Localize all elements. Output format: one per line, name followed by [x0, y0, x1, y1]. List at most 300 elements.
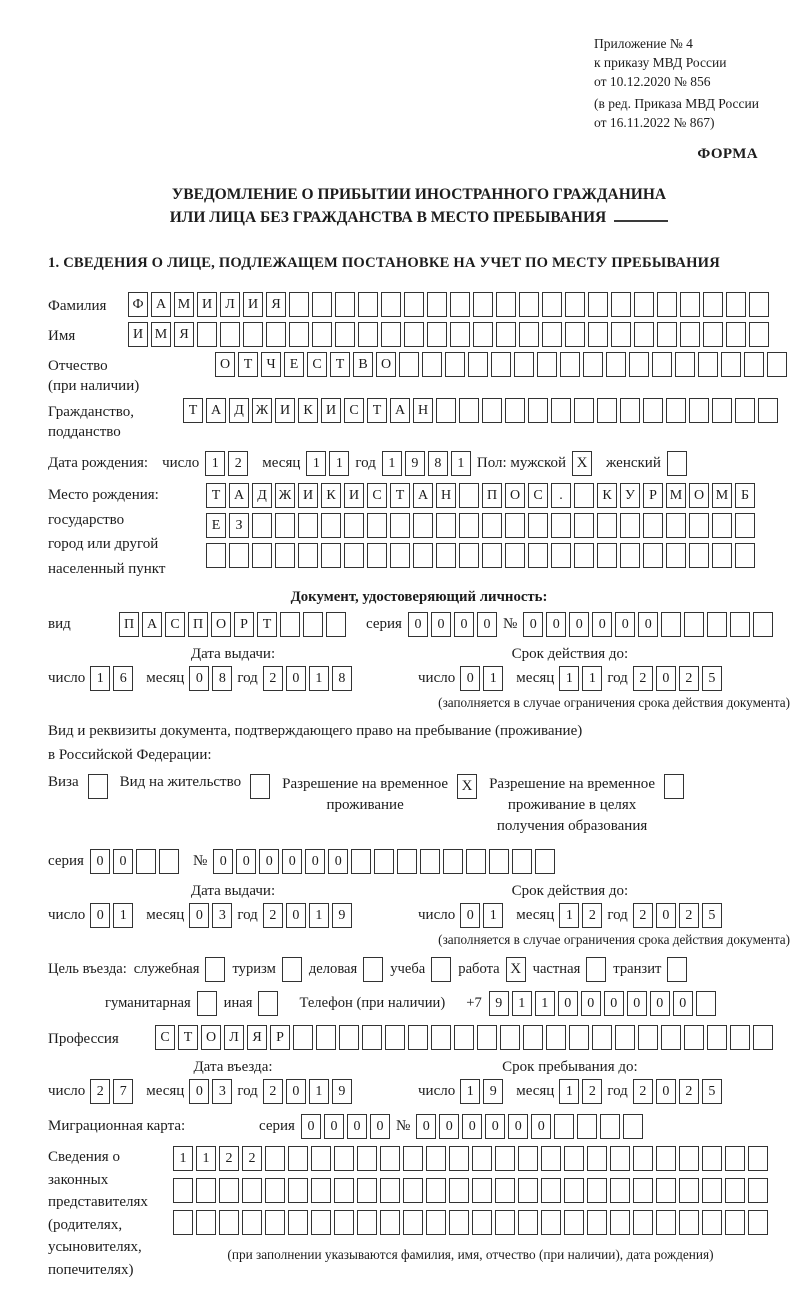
- char-cell[interactable]: [288, 1210, 308, 1235]
- char-cell[interactable]: [357, 1210, 377, 1235]
- char-cell[interactable]: 1: [113, 903, 133, 928]
- char-cell[interactable]: О: [211, 612, 231, 637]
- char-cell[interactable]: А: [206, 398, 226, 423]
- char-cell[interactable]: [390, 513, 410, 538]
- char-cell[interactable]: [449, 1210, 469, 1235]
- char-cell[interactable]: И: [298, 483, 318, 508]
- char-cell[interactable]: [518, 1178, 538, 1203]
- char-cell[interactable]: [523, 1025, 543, 1050]
- char-cell[interactable]: [459, 398, 479, 423]
- char-cell[interactable]: [623, 1114, 643, 1139]
- char-cell[interactable]: [505, 513, 525, 538]
- char-cell[interactable]: Л: [220, 292, 240, 317]
- char-cell[interactable]: [643, 513, 663, 538]
- char-cell[interactable]: [689, 398, 709, 423]
- char-cell[interactable]: [311, 1178, 331, 1203]
- char-cell[interactable]: 2: [263, 666, 283, 691]
- purpose-business-checkbox[interactable]: [363, 957, 383, 982]
- char-cell[interactable]: 0: [189, 666, 209, 691]
- char-cell[interactable]: [496, 292, 516, 317]
- char-cell[interactable]: С: [344, 398, 364, 423]
- char-cell[interactable]: [265, 1210, 285, 1235]
- purpose-transit-checkbox[interactable]: [667, 957, 687, 982]
- char-cell[interactable]: [362, 1025, 382, 1050]
- char-cell[interactable]: [173, 1178, 193, 1203]
- char-cell[interactable]: Я: [174, 322, 194, 347]
- char-cell[interactable]: [491, 352, 511, 377]
- char-cell[interactable]: [518, 1146, 538, 1171]
- char-cell[interactable]: [196, 1178, 216, 1203]
- char-cell[interactable]: П: [188, 612, 208, 637]
- char-cell[interactable]: [381, 322, 401, 347]
- char-cell[interactable]: 2: [679, 903, 699, 928]
- char-cell[interactable]: [311, 1210, 331, 1235]
- char-cell[interactable]: [600, 1114, 620, 1139]
- char-cell[interactable]: [680, 322, 700, 347]
- char-cell[interactable]: [657, 292, 677, 317]
- purpose-humanitarian-checkbox[interactable]: [197, 991, 217, 1016]
- char-cell[interactable]: [197, 322, 217, 347]
- char-cell[interactable]: С: [165, 612, 185, 637]
- char-cell[interactable]: Я: [266, 292, 286, 317]
- char-cell[interactable]: 8: [212, 666, 232, 691]
- char-cell[interactable]: [312, 292, 332, 317]
- char-cell[interactable]: [275, 543, 295, 568]
- char-cell[interactable]: 0: [546, 612, 566, 637]
- char-cell[interactable]: [611, 322, 631, 347]
- char-cell[interactable]: В: [353, 352, 373, 377]
- char-cell[interactable]: [588, 322, 608, 347]
- char-cell[interactable]: [219, 1178, 239, 1203]
- char-cell[interactable]: [397, 849, 417, 874]
- char-cell[interactable]: [344, 513, 364, 538]
- char-cell[interactable]: [610, 1210, 630, 1235]
- char-cell[interactable]: 2: [228, 451, 248, 476]
- char-cell[interactable]: [443, 849, 463, 874]
- char-cell[interactable]: [703, 292, 723, 317]
- char-cell[interactable]: [730, 1025, 750, 1050]
- char-cell[interactable]: [449, 1178, 469, 1203]
- char-cell[interactable]: [312, 322, 332, 347]
- char-cell[interactable]: Р: [234, 612, 254, 637]
- char-cell[interactable]: [767, 352, 787, 377]
- char-cell[interactable]: [679, 1210, 699, 1235]
- char-cell[interactable]: [482, 513, 502, 538]
- char-cell[interactable]: 1: [205, 451, 225, 476]
- char-cell[interactable]: 9: [332, 903, 352, 928]
- char-cell[interactable]: [696, 991, 716, 1016]
- char-cell[interactable]: 0: [408, 612, 428, 637]
- char-cell[interactable]: [500, 1025, 520, 1050]
- char-cell[interactable]: И: [243, 292, 263, 317]
- char-cell[interactable]: [597, 513, 617, 538]
- char-cell[interactable]: [735, 398, 755, 423]
- char-cell[interactable]: [445, 352, 465, 377]
- char-cell[interactable]: [519, 292, 539, 317]
- char-cell[interactable]: [721, 352, 741, 377]
- char-cell[interactable]: [744, 352, 764, 377]
- char-cell[interactable]: 0: [189, 903, 209, 928]
- char-cell[interactable]: Ж: [275, 483, 295, 508]
- char-cell[interactable]: [702, 1178, 722, 1203]
- char-cell[interactable]: [422, 352, 442, 377]
- char-cell[interactable]: А: [229, 483, 249, 508]
- char-cell[interactable]: [689, 513, 709, 538]
- char-cell[interactable]: Т: [257, 612, 277, 637]
- char-cell[interactable]: [753, 612, 773, 637]
- char-cell[interactable]: [426, 1210, 446, 1235]
- sex-female-checkbox[interactable]: [667, 451, 687, 476]
- char-cell[interactable]: [597, 543, 617, 568]
- char-cell[interactable]: [541, 1178, 561, 1203]
- char-cell[interactable]: 1: [306, 451, 326, 476]
- char-cell[interactable]: [564, 1210, 584, 1235]
- char-cell[interactable]: [426, 1178, 446, 1203]
- char-cell[interactable]: [380, 1146, 400, 1171]
- char-cell[interactable]: [374, 849, 394, 874]
- char-cell[interactable]: [436, 398, 456, 423]
- char-cell[interactable]: И: [321, 398, 341, 423]
- char-cell[interactable]: [730, 612, 750, 637]
- char-cell[interactable]: [449, 1146, 469, 1171]
- char-cell[interactable]: Н: [436, 483, 456, 508]
- char-cell[interactable]: [675, 352, 695, 377]
- char-cell[interactable]: [666, 513, 686, 538]
- char-cell[interactable]: О: [215, 352, 235, 377]
- char-cell[interactable]: Т: [206, 483, 226, 508]
- char-cell[interactable]: [358, 292, 378, 317]
- char-cell[interactable]: 0: [460, 903, 480, 928]
- char-cell[interactable]: [173, 1210, 193, 1235]
- char-cell[interactable]: 9: [489, 991, 509, 1016]
- char-cell[interactable]: [569, 1025, 589, 1050]
- char-cell[interactable]: [252, 513, 272, 538]
- char-cell[interactable]: 2: [263, 903, 283, 928]
- char-cell[interactable]: [496, 322, 516, 347]
- char-cell[interactable]: [542, 292, 562, 317]
- purpose-study-checkbox[interactable]: [431, 957, 451, 982]
- char-cell[interactable]: 2: [633, 1079, 653, 1104]
- char-cell[interactable]: Т: [330, 352, 350, 377]
- char-cell[interactable]: Т: [178, 1025, 198, 1050]
- char-cell[interactable]: 0: [213, 849, 233, 874]
- char-cell[interactable]: [477, 1025, 497, 1050]
- visa-checkbox[interactable]: [88, 774, 108, 799]
- char-cell[interactable]: [293, 1025, 313, 1050]
- char-cell[interactable]: 1: [90, 666, 110, 691]
- char-cell[interactable]: [574, 543, 594, 568]
- char-cell[interactable]: [541, 1210, 561, 1235]
- char-cell[interactable]: [551, 513, 571, 538]
- char-cell[interactable]: [265, 1178, 285, 1203]
- char-cell[interactable]: [551, 543, 571, 568]
- char-cell[interactable]: 0: [236, 849, 256, 874]
- char-cell[interactable]: [748, 1178, 768, 1203]
- char-cell[interactable]: [611, 292, 631, 317]
- char-cell[interactable]: [459, 543, 479, 568]
- char-cell[interactable]: [403, 1210, 423, 1235]
- char-cell[interactable]: 0: [558, 991, 578, 1016]
- char-cell[interactable]: 0: [301, 1114, 321, 1139]
- char-cell[interactable]: М: [712, 483, 732, 508]
- char-cell[interactable]: [514, 352, 534, 377]
- char-cell[interactable]: [298, 543, 318, 568]
- char-cell[interactable]: Т: [238, 352, 258, 377]
- char-cell[interactable]: [587, 1210, 607, 1235]
- char-cell[interactable]: С: [528, 483, 548, 508]
- char-cell[interactable]: С: [155, 1025, 175, 1050]
- char-cell[interactable]: [634, 292, 654, 317]
- char-cell[interactable]: 0: [656, 666, 676, 691]
- char-cell[interactable]: [229, 543, 249, 568]
- char-cell[interactable]: [159, 849, 179, 874]
- char-cell[interactable]: О: [505, 483, 525, 508]
- char-cell[interactable]: [666, 543, 686, 568]
- char-cell[interactable]: [537, 352, 557, 377]
- char-cell[interactable]: 0: [656, 903, 676, 928]
- char-cell[interactable]: [735, 543, 755, 568]
- char-cell[interactable]: 0: [439, 1114, 459, 1139]
- char-cell[interactable]: [265, 1146, 285, 1171]
- char-cell[interactable]: [546, 1025, 566, 1050]
- char-cell[interactable]: [466, 849, 486, 874]
- char-cell[interactable]: Е: [206, 513, 226, 538]
- char-cell[interactable]: [748, 1146, 768, 1171]
- char-cell[interactable]: [303, 612, 323, 637]
- char-cell[interactable]: [758, 398, 778, 423]
- char-cell[interactable]: 1: [451, 451, 471, 476]
- char-cell[interactable]: 1: [309, 666, 329, 691]
- char-cell[interactable]: М: [666, 483, 686, 508]
- char-cell[interactable]: [712, 543, 732, 568]
- char-cell[interactable]: [656, 1210, 676, 1235]
- char-cell[interactable]: З: [229, 513, 249, 538]
- char-cell[interactable]: [468, 352, 488, 377]
- sex-male-checkbox[interactable]: X: [572, 451, 592, 476]
- char-cell[interactable]: 1: [196, 1146, 216, 1171]
- char-cell[interactable]: 0: [460, 666, 480, 691]
- char-cell[interactable]: [661, 1025, 681, 1050]
- char-cell[interactable]: Т: [367, 398, 387, 423]
- char-cell[interactable]: [528, 398, 548, 423]
- char-cell[interactable]: [702, 1146, 722, 1171]
- char-cell[interactable]: 1: [382, 451, 402, 476]
- char-cell[interactable]: Е: [284, 352, 304, 377]
- char-cell[interactable]: [554, 1114, 574, 1139]
- char-cell[interactable]: [712, 398, 732, 423]
- char-cell[interactable]: И: [344, 483, 364, 508]
- char-cell[interactable]: М: [151, 322, 171, 347]
- char-cell[interactable]: Ч: [261, 352, 281, 377]
- char-cell[interactable]: [339, 1025, 359, 1050]
- char-cell[interactable]: Ф: [128, 292, 148, 317]
- char-cell[interactable]: 1: [559, 903, 579, 928]
- char-cell[interactable]: [753, 1025, 773, 1050]
- char-cell[interactable]: 0: [305, 849, 325, 874]
- char-cell[interactable]: 1: [559, 1079, 579, 1104]
- purpose-official-checkbox[interactable]: [205, 957, 225, 982]
- char-cell[interactable]: Т: [390, 483, 410, 508]
- char-cell[interactable]: [574, 398, 594, 423]
- char-cell[interactable]: 0: [581, 991, 601, 1016]
- char-cell[interactable]: [367, 543, 387, 568]
- char-cell[interactable]: 2: [90, 1079, 110, 1104]
- char-cell[interactable]: 1: [559, 666, 579, 691]
- char-cell[interactable]: Д: [229, 398, 249, 423]
- char-cell[interactable]: [610, 1146, 630, 1171]
- char-cell[interactable]: А: [390, 398, 410, 423]
- char-cell[interactable]: 0: [615, 612, 635, 637]
- char-cell[interactable]: [505, 398, 525, 423]
- char-cell[interactable]: 2: [679, 666, 699, 691]
- char-cell[interactable]: [577, 1114, 597, 1139]
- char-cell[interactable]: 7: [113, 1079, 133, 1104]
- char-cell[interactable]: [565, 292, 585, 317]
- char-cell[interactable]: [489, 849, 509, 874]
- char-cell[interactable]: А: [413, 483, 433, 508]
- char-cell[interactable]: [450, 292, 470, 317]
- char-cell[interactable]: И: [197, 292, 217, 317]
- char-cell[interactable]: [620, 543, 640, 568]
- char-cell[interactable]: 9: [405, 451, 425, 476]
- char-cell[interactable]: [326, 612, 346, 637]
- char-cell[interactable]: [242, 1210, 262, 1235]
- char-cell[interactable]: [633, 1178, 653, 1203]
- char-cell[interactable]: Т: [183, 398, 203, 423]
- char-cell[interactable]: [629, 352, 649, 377]
- char-cell[interactable]: [657, 322, 677, 347]
- char-cell[interactable]: [679, 1178, 699, 1203]
- char-cell[interactable]: Н: [413, 398, 433, 423]
- char-cell[interactable]: [136, 849, 156, 874]
- char-cell[interactable]: 0: [328, 849, 348, 874]
- char-cell[interactable]: [684, 1025, 704, 1050]
- char-cell[interactable]: [380, 1210, 400, 1235]
- char-cell[interactable]: 0: [286, 1079, 306, 1104]
- char-cell[interactable]: [707, 612, 727, 637]
- char-cell[interactable]: [661, 612, 681, 637]
- char-cell[interactable]: Д: [252, 483, 272, 508]
- char-cell[interactable]: 9: [332, 1079, 352, 1104]
- char-cell[interactable]: И: [128, 322, 148, 347]
- char-cell[interactable]: С: [307, 352, 327, 377]
- char-cell[interactable]: [459, 513, 479, 538]
- char-cell[interactable]: .: [551, 483, 571, 508]
- char-cell[interactable]: [431, 1025, 451, 1050]
- char-cell[interactable]: [519, 322, 539, 347]
- char-cell[interactable]: [334, 1210, 354, 1235]
- char-cell[interactable]: 0: [286, 666, 306, 691]
- char-cell[interactable]: [266, 322, 286, 347]
- char-cell[interactable]: [656, 1146, 676, 1171]
- char-cell[interactable]: [684, 612, 704, 637]
- char-cell[interactable]: 0: [604, 991, 624, 1016]
- char-cell[interactable]: [381, 292, 401, 317]
- char-cell[interactable]: О: [689, 483, 709, 508]
- char-cell[interactable]: [606, 352, 626, 377]
- char-cell[interactable]: 5: [702, 1079, 722, 1104]
- char-cell[interactable]: 0: [113, 849, 133, 874]
- char-cell[interactable]: 0: [282, 849, 302, 874]
- char-cell[interactable]: [357, 1146, 377, 1171]
- char-cell[interactable]: [703, 322, 723, 347]
- char-cell[interactable]: А: [151, 292, 171, 317]
- char-cell[interactable]: К: [597, 483, 617, 508]
- char-cell[interactable]: [252, 543, 272, 568]
- char-cell[interactable]: П: [482, 483, 502, 508]
- char-cell[interactable]: 0: [523, 612, 543, 637]
- char-cell[interactable]: 0: [673, 991, 693, 1016]
- char-cell[interactable]: [583, 352, 603, 377]
- char-cell[interactable]: 1: [483, 666, 503, 691]
- char-cell[interactable]: 0: [656, 1079, 676, 1104]
- char-cell[interactable]: [565, 322, 585, 347]
- char-cell[interactable]: [335, 322, 355, 347]
- char-cell[interactable]: [633, 1210, 653, 1235]
- residence-permit-checkbox[interactable]: [250, 774, 270, 799]
- char-cell[interactable]: [344, 543, 364, 568]
- char-cell[interactable]: [403, 1178, 423, 1203]
- char-cell[interactable]: [564, 1146, 584, 1171]
- char-cell[interactable]: А: [142, 612, 162, 637]
- char-cell[interactable]: [551, 398, 571, 423]
- char-cell[interactable]: [528, 513, 548, 538]
- char-cell[interactable]: [652, 352, 672, 377]
- char-cell[interactable]: [413, 513, 433, 538]
- char-cell[interactable]: 0: [477, 612, 497, 637]
- char-cell[interactable]: [459, 483, 479, 508]
- char-cell[interactable]: [735, 513, 755, 538]
- char-cell[interactable]: 0: [650, 991, 670, 1016]
- char-cell[interactable]: [542, 322, 562, 347]
- char-cell[interactable]: [404, 322, 424, 347]
- char-cell[interactable]: [564, 1178, 584, 1203]
- char-cell[interactable]: [541, 1146, 561, 1171]
- char-cell[interactable]: [726, 292, 746, 317]
- char-cell[interactable]: [316, 1025, 336, 1050]
- char-cell[interactable]: [495, 1210, 515, 1235]
- char-cell[interactable]: [334, 1178, 354, 1203]
- char-cell[interactable]: [321, 513, 341, 538]
- char-cell[interactable]: [574, 513, 594, 538]
- char-cell[interactable]: [482, 398, 502, 423]
- char-cell[interactable]: 0: [259, 849, 279, 874]
- char-cell[interactable]: [289, 292, 309, 317]
- char-cell[interactable]: К: [298, 398, 318, 423]
- edu-permit-checkbox[interactable]: [664, 774, 684, 799]
- char-cell[interactable]: 0: [286, 903, 306, 928]
- char-cell[interactable]: 0: [592, 612, 612, 637]
- char-cell[interactable]: 5: [702, 903, 722, 928]
- char-cell[interactable]: [408, 1025, 428, 1050]
- char-cell[interactable]: [427, 292, 447, 317]
- char-cell[interactable]: 1: [483, 903, 503, 928]
- char-cell[interactable]: С: [367, 483, 387, 508]
- purpose-other-checkbox[interactable]: [258, 991, 278, 1016]
- char-cell[interactable]: [638, 1025, 658, 1050]
- char-cell[interactable]: 1: [173, 1146, 193, 1171]
- char-cell[interactable]: Р: [270, 1025, 290, 1050]
- char-cell[interactable]: [420, 849, 440, 874]
- char-cell[interactable]: 1: [309, 1079, 329, 1104]
- char-cell[interactable]: 8: [332, 666, 352, 691]
- char-cell[interactable]: 0: [347, 1114, 367, 1139]
- char-cell[interactable]: 0: [416, 1114, 436, 1139]
- purpose-tourism-checkbox[interactable]: [282, 957, 302, 982]
- char-cell[interactable]: 2: [582, 903, 602, 928]
- char-cell[interactable]: [505, 543, 525, 568]
- char-cell[interactable]: 0: [627, 991, 647, 1016]
